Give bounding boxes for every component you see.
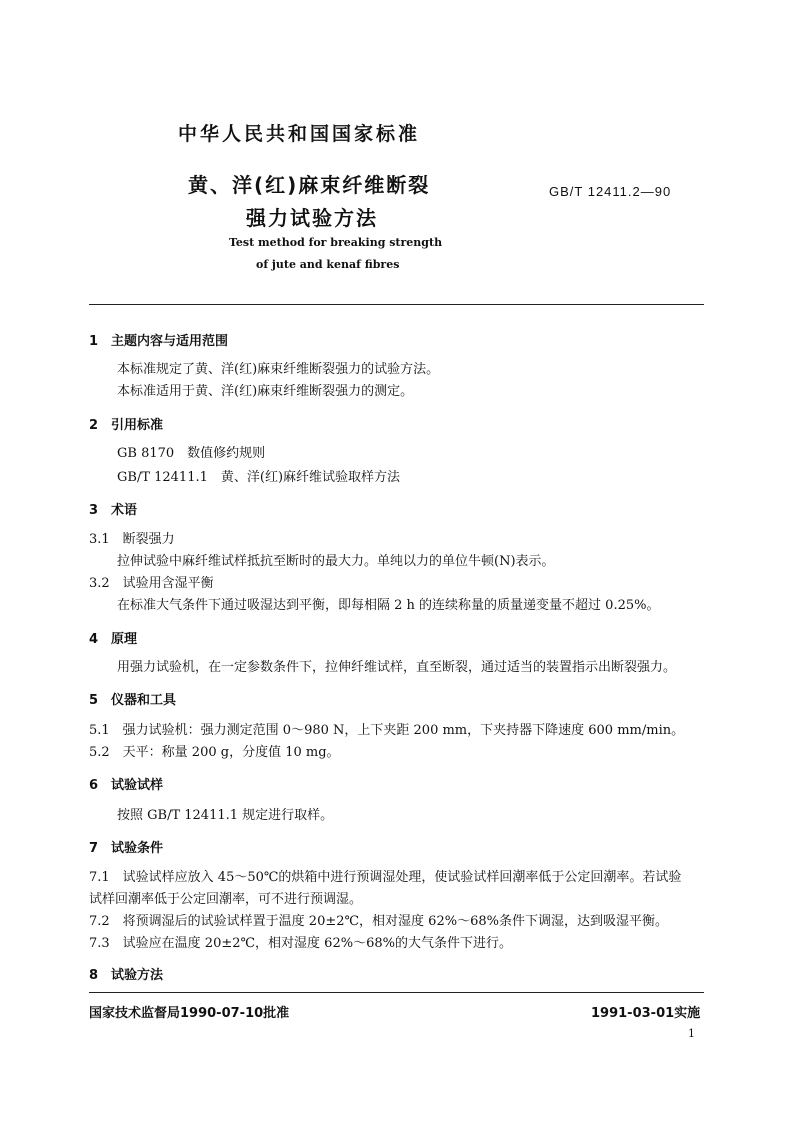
english-title-line2: of jute and kenaf fibres (256, 258, 400, 271)
instrument-5-2: 5.2 天平：称量 200 g，分度值 10 mg。 (89, 745, 340, 760)
issuing-authority: 中华人民共和国国家标准 (178, 123, 421, 145)
section-4-heading: 4 原理 (89, 632, 138, 647)
reference-gbt12411-1: GB/T 12411.1 黄、洋(红)麻纤维试验取样方法 (117, 470, 401, 485)
english-title-line1: Test method for breaking strength (229, 236, 443, 249)
term-3-1-heading: 3.1 断裂强力 (89, 532, 175, 547)
footer-divider (89, 992, 704, 993)
header-divider (89, 304, 704, 305)
section-7-heading: 7 试验条件 (89, 841, 164, 856)
document-title-line1: 黄、洋(红)麻束纤维断裂 (188, 173, 431, 197)
reference-gb8170: GB 8170 数值修约规则 (117, 446, 266, 461)
term-3-2-definition: 在标准大气条件下通过吸湿达到平衡，即每相隔 2 h 的连续称量的质量递变量不超过 0.25%。 (117, 598, 660, 613)
term-3-2-heading: 3.2 试验用含湿平衡 (89, 576, 214, 591)
section-1-paragraph-1: 本标准规定了黄、洋(红)麻束纤维断裂强力的试验方法。 (117, 362, 440, 377)
condition-7-2: 7.2 将预调湿后的试验试样置于温度 20±2℃，相对湿度 62%～68%条件下调湿，达到吸湿平衡。 (89, 914, 668, 929)
page-number: 1 (688, 1027, 695, 1040)
section-2-heading: 2 引用标准 (89, 418, 164, 433)
section-5-heading: 5 仪器和工具 (89, 693, 177, 708)
section-6-heading: 6 试验试样 (89, 778, 164, 793)
section-6-paragraph: 按照 GB/T 12411.1 规定进行取样。 (117, 808, 334, 823)
section-1-heading: 1 主题内容与适用范围 (89, 334, 229, 349)
instrument-5-1: 5.1 强力试验机：强力测定范围 0～980 N，上下夹距 200 mm，下夹持器下降速度 600 mm/min。 (89, 723, 685, 738)
condition-7-3: 7.3 试验应在温度 20±2℃，相对湿度 62%～68%的大气条件下进行。 (89, 936, 512, 951)
condition-7-1-line2: 试样回潮率低于公定回潮率，可不进行预调湿。 (89, 892, 363, 907)
standard-number: GB/T 12411.2—90 (549, 184, 672, 199)
section-4-paragraph: 用强力试验机，在一定参数条件下，拉伸纤维试样，直至断裂，通过适当的装置指示出断裂强力。 (117, 660, 677, 675)
section-1-paragraph-2: 本标准适用于黄、洋(红)麻束纤维断裂强力的测定。 (117, 384, 414, 399)
condition-7-1-line1: 7.1 试验试样应放入 45～50℃的烘箱中进行预调湿处理，使试验试样回潮率低于公定回潮率。若试验 (89, 870, 682, 885)
document-title-line2: 强力试验方法 (246, 206, 378, 230)
section-3-heading: 3 术语 (89, 503, 138, 518)
section-8-heading: 8 试验方法 (89, 968, 164, 983)
approval-date: 国家技术监督局1990-07-10批准 (89, 1006, 290, 1021)
effective-date: 1991-03-01实施 (591, 1006, 701, 1021)
term-3-1-definition: 拉伸试验中麻纤维试样抵抗至断时的最大力。单纯以力的单位牛顿(N)表示。 (117, 554, 555, 569)
